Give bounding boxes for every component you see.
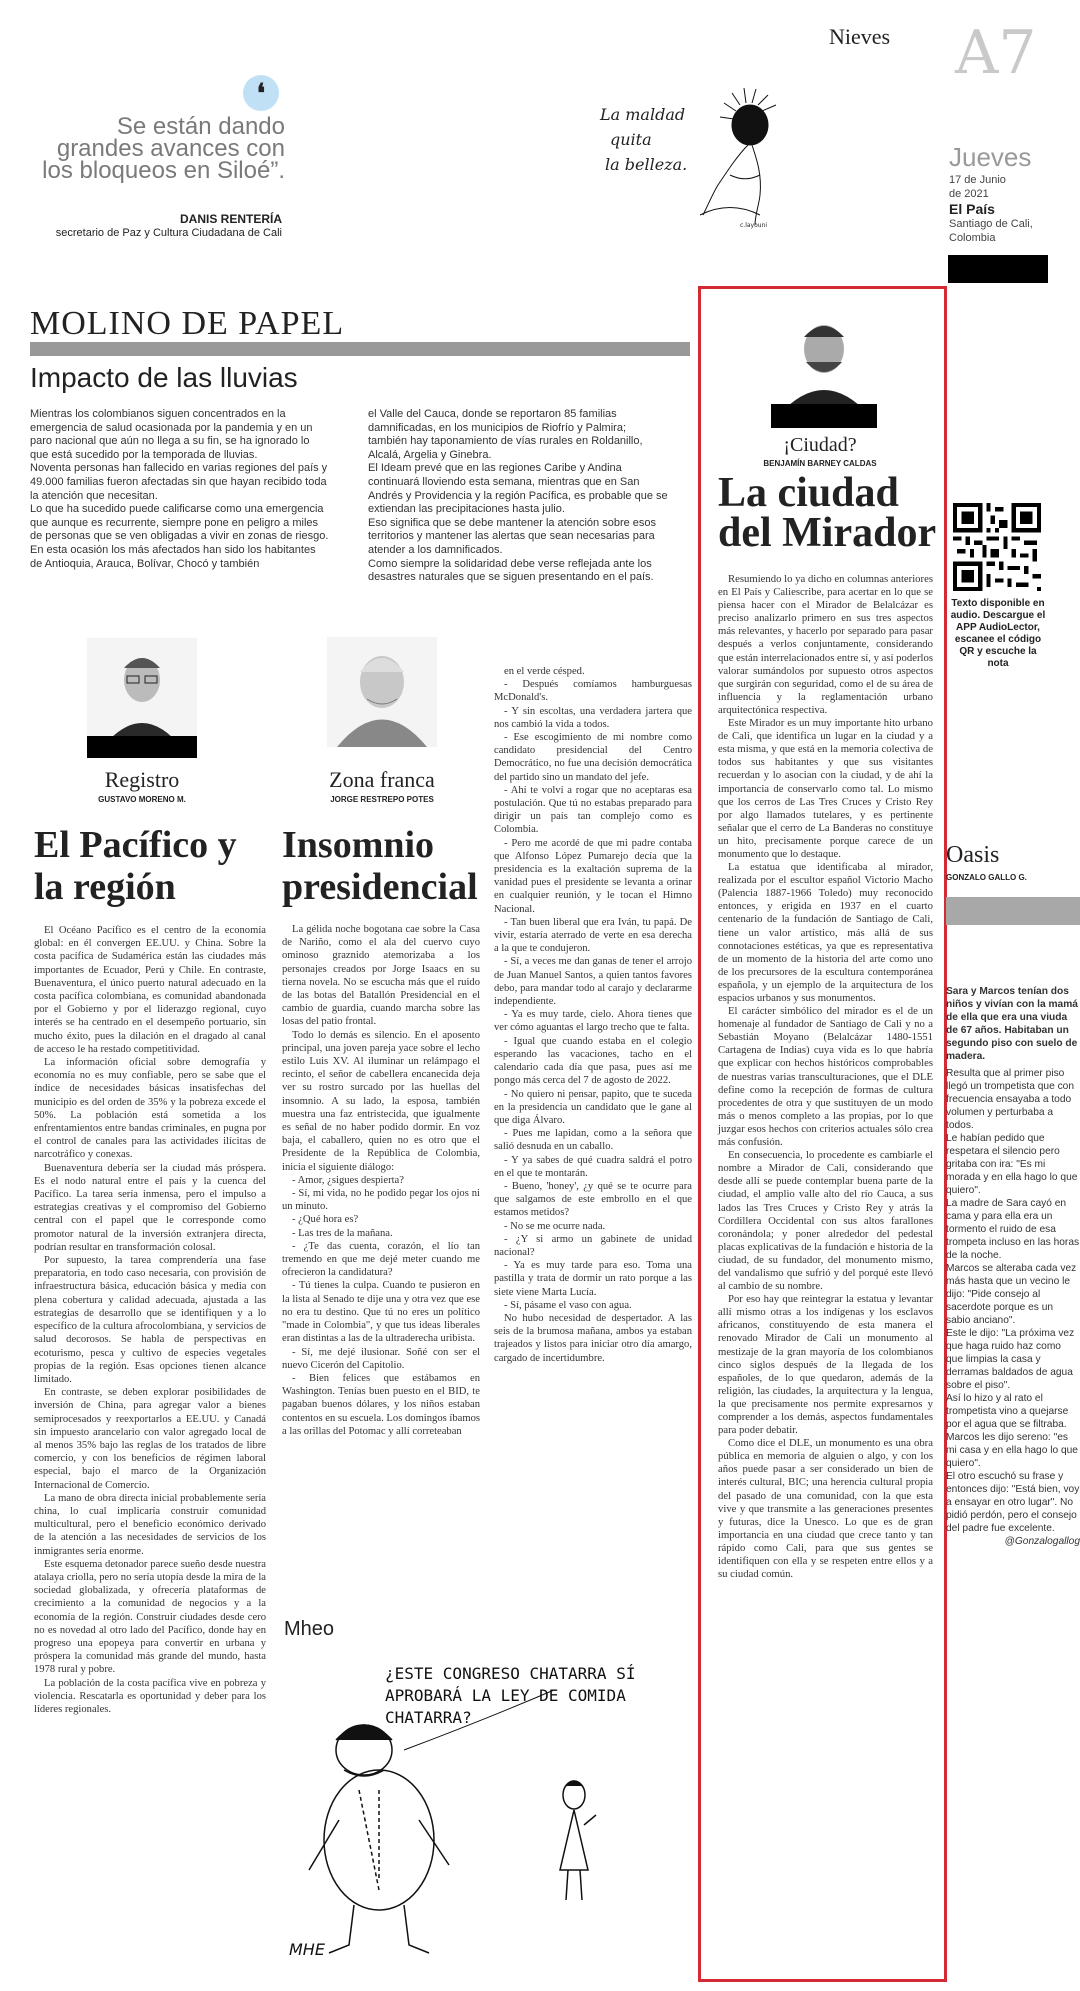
column-name-registro: Registro (104, 767, 180, 792)
paragraph: Por supuesto, la tarea comprendería una fase preparatoria, en todo caso necesaria, con provisión de infraestructura básica, educación básica y media con plena cobertura y calidad adecuada, ajustada a las estrategias de desarrollo que se identifiquen y a lo específico de la cultura afrocolombiana, y servicios de salud decorosos. Se habla de perspectivas en ecoturismo, pesca y cultivo de especies vegetales propias de la región. Esas opciones tienen alcance limitado. (34, 1255, 266, 1385)
paragraph: Este le dijo: "La próxima vez que haga ruido haz como que limpias la casa y derramas baldados de agua sobre el piso". (946, 1328, 1075, 1391)
paragraph: El Océano Pacífico es el centro de la economía global: en él convergen EE.UU. y China. Sobre la costa pacífica de Sudamérica están las ciudades más importantes de Ecuador, Perú y Chile. En contraste, Buenaventura, el único puerto natural adecuado en la costa pacífica colombiana, es comunidad abandonada por el Gobierno y por el liderazgo regional, cuyo interés se ha centrado en el desempeño portuario, sin mucho éxito, pues la dilación en el dragado al canal de acceso le ha restado competitividad. (34, 925, 266, 1055)
date: 17 de Junio (949, 174, 1006, 186)
paragraph: - Sí, mi vida, no he podido pegar los ojos ni un minuto. (282, 1188, 480, 1213)
author-zona: JORGE RESTREPO POTES (330, 795, 434, 804)
paragraph: El carácter simbólico del mirador es el de un homenaje al fundador de Santiago de Cali y no a Sebastián Moyano (Belalcázar 1480-1551 Cartagena de Indias) cuya vida es lo que habría que explicar con hechos históricos comprobables de nuestras varias transculturaciones, que el DLE define como la recepción de formas de cultura procedentes de otra y que sustituyen de un modo más o menos completo a las propias, por lo que juzgar esos hechos con criterios actuales sólo crea más confusión. (718, 1005, 933, 1149)
black-bar (948, 255, 1048, 283)
paragraph: - ¿Y si armo un gabinete de unidad nacional? (494, 1233, 692, 1258)
author-photo-gustavo (87, 638, 197, 748)
paragraph: Como dice el DLE, un monumento es una obra pública en memoria de alguien o algo, y con los años puede pasar a ser considerado un bien de interés cultural, BIC; una herencia cultural propia del pasado de una comunidad, con la que esta vive y que transmite a las generaciones presentes y futuras, dice la Unesco. Lo que es de gran importancia en una ciudad que crece tanto y tan rápido como Cali, para que sus gentes se identifiquen con ella y se respeten entre ellos y a su ciudad común. (718, 1437, 933, 1581)
article-registro (34, 924, 266, 1716)
molino-paragraph: Noventa personas han fallecido en varias regiones del país y 49.000 familias fueron afectadas sin que hayan recibido toda la atención que necesitan. (30, 462, 328, 502)
paragraph: En contraste, se deben explorar posibilidades de inversión de China, para agregar valor a bienes semiprocesados y reexportarlos a EE.UU. y Canadá sin impuesto arancelario con valor agregado local de al menos 35% bajo las reglas de los tratados de libre comercio, y con los beneficios de régimen laboral especial, bajo el marco de la Organización Internacional de Comercio. (34, 1387, 266, 1491)
paragraph: Resulta que al primer piso llegó un trompetista que con frecuencia ensayaba a todo volumen y perturbaba a todos. (946, 1068, 1074, 1131)
cartoon-caption-2: quita (610, 130, 652, 149)
page-number: A7 (955, 18, 1037, 88)
cartoon-caption-1: La maldad (600, 105, 686, 124)
paragraph: en el verde césped. (504, 666, 585, 677)
paragraph: Por eso hay que reintegrar la estatua y levantar allí mismo otras a los indígenas y los esclavos africanos, constituyendo de esta manera el renovado Mirador de Cali un monumento al mestizaje de la gran mayoría de los colombianos cinco siglos después de la llegada de los españoles, de lo que quedaron, además de la religión, las ciudades, la arquitectura y la lengua, la que precisamente nos permite expresarnos y comprender a los demás, aspectos fundamentales para poder debatir. (718, 1293, 933, 1437)
oasis-lead: Sara y Marcos tenían dos niños y vivían con la mamá de ella que era una viuda de 67 años. Habitaban un segundo piso con suelo de madera. (946, 986, 1078, 1062)
paragraph: - Ese escogimiento de mi nombre como candidato presidencial del Centro Democrático, no fue una decisión democrática del partido sino un mandato del jefe. (494, 732, 692, 783)
molino-rule (30, 342, 690, 356)
person-photo-icon (327, 637, 437, 747)
author-photo-jorge (327, 637, 437, 747)
oasis-rule (946, 897, 1080, 925)
photo-caption-bar (771, 404, 877, 428)
paragraph: Marcos se alteraba cada vez más hasta que un vecino le dijo: "Pide consejo al sacerdote porque es un sabio anciano". (946, 1263, 1077, 1326)
paragraph: - No quiero ni pensar, papito, que te suceda en la presidencia un candidato que le gane al que diga Álvaro. (494, 1088, 692, 1126)
paragraph: - No se me ocurre nada. (504, 1220, 606, 1232)
cartoon-signature: c.layouni (740, 222, 768, 229)
paragraph: Este Mirador es un muy importante hito urbano de Cali, que identifica un lugar en la ciudad y a esta misma, y que está en la memoria colectiva de todos sus habitantes y que sus visitantes recuerdan y lo asocian con la ciudad, y de ahí la importancia de conservarlo como tal. Lo mismo que los cerros de Las Tres Cruces y Cristo Rey por algo llamados tutelares, y es pertinente señalar que el cerro de La Banderas no constituye un hito, precisamente porque carece de un monumento que lo destaque. (718, 717, 933, 860)
mheo-title: Mheo (284, 1618, 335, 1640)
oasis-signature: @Gonzalogallog (1004, 1536, 1080, 1547)
quote-text: Se están dando grandes avances con los bloqueos en Siloé”. (42, 113, 285, 184)
paragraph: - Pero me acordé de que mi padre contaba que Alfonso López Pumarejo decía que la presidencia es la exaltación suprema de la vanidad pues el presidente se levanta a orinar en cualquier reunión, y le tocan el Himno Nacional. (494, 837, 692, 915)
author-ciudad: BENJAMÍN BARNEY CALDAS (763, 459, 877, 468)
paragraph: No hubo necesidad de despertador. A las seis de la brumosa mañana, ambos ya estaban trajeados y listos para iniciar otro día amargo, cargado de incertidumbre. (494, 1312, 692, 1364)
paragraph: El otro escuchó su frase y entonces dijo: "Está bien, voy a ensayar en otro lugar". No pidió perdón, pero el consejo del padre fue excelente. (946, 1471, 1080, 1534)
publication: El País (949, 201, 995, 217)
qr-code-icon (953, 503, 1041, 591)
molino-col-1 (30, 408, 330, 571)
paragraph: En consecuencia, lo procedente es cambiarle el nombre a Mirador de Cali, considerando que desde allí se puede contemplar buena parte de la ciudad, el amplio valle alto del río Cauca, a sus lados las Tres Cruces y Cristo Rey y atrás la Cordillera Occidental con sus altos farallones coronándola; y poner alrededor del pedestal placas explicativas de la fundación e historia de la ciudad, de su fundador, del monumento mismo, del vandalismo que sufrió y del porqué este llevó al cambio de su nombre. (718, 1149, 933, 1293)
paragraph: Así lo hizo y al rato el trompetista vino a quejarse por el agua que se filtraba. Marcos les dijo sereno: "es mi casa y en ella hago lo que quiero". (946, 1393, 1078, 1469)
paragraph: - ¿Qué hora es? (292, 1214, 359, 1226)
column-name-zona: Zona franca (329, 767, 435, 792)
molino-paragraph: Mientras los colombianos siguen concentrados en la emergencia de salud ocasionada por la pandemia y en un paro nacional que aún no llega a su fin, se ha ignorado lo que está sucedido por la temporada de lluvias. (30, 408, 313, 461)
mheo-speech-bubble: ¿ESTE CONGRESO CHATARRA SÍ APROBARÁ LA LEY DE COMIDA CHATARRA? (385, 1664, 636, 1727)
paragraph: La población de la costa pacífica vive en pobreza y violencia. Rescatarla es oportunidad y deber para los líderes regionales. (34, 1677, 266, 1715)
author-photo-benjamin (771, 307, 877, 415)
paragraph: La gélida noche bogotana cae sobre la Casa de Nariño, como el ala del cuervo cuyo ominoso graznido atemorizaba a los personajes creados por Jorge Isaacs en su tierna novela. No se escucha más que el ruido de las botas del Batallón Presidencial en el cambio de guardia, cuando marcha sobre las losas del patio frontal. (282, 924, 480, 1028)
paragraph: - Tú tienes la culpa. Cuando te pusieron en la lista al Senado te dije una y otra vez que ese no era tu destino. Que tú no eres un político "made in Colombia", y que tus ideas liberales eran distintas a las de la ultraderecha uribista. (282, 1280, 480, 1345)
paragraph: - Igual que cuando estaba en el colegio esperando las vacaciones, tacho en el calendario cada día que pasa, pues así me pongo más cerca del 7 de agosto de 2022. (494, 1035, 692, 1087)
quote-role: secretario de Paz y Cultura Ciudadana de Cali (55, 227, 282, 239)
qr-instructions: Texto disponible en audio. Descargue el APP AudioLector, escanee el código QR y escuche la nota (950, 598, 1046, 669)
molino-paragraph: el Valle del Cauca, donde se reportaron 85 familias damnificadas, en los municipios de Riofrío y Palmira; también hay taponamiento de vías rurales en Roldanillo, Alcalá, Argelia y Ginebra. (368, 408, 643, 461)
article-oasis (946, 985, 1080, 1548)
country: Colombia (949, 232, 996, 244)
column-name-oasis: Oasis (946, 842, 1000, 868)
paragraph: Le habían pedido que respetara el silencio pero gritaba con ira: "Es mi morada y en ella hago lo que quiero". (946, 1133, 1078, 1196)
headline-zona: Insomnio presidencial (282, 824, 478, 908)
paragraph: Todo lo demás es silencio. En el aposento principal, una joven pareja yace sobre el lecho estilo Luis XV. Al iluminar un relámpago el recinto, el señor de cabellera encanecida deja ver su rostro surcado por las huellas del insomnio. A su lado, la esposa, también muestra una faz entristecida, que igualmente es señal de no haber podido dormir. En voz baja, el caballero, quien no es otro que el Presidente de la República de Colombia, inicia el siguiente diálogo: (282, 1029, 480, 1173)
paragraph: - Ya es muy tarde, cielo. Ahora tienes que ver cómo aguantas el largo trecho que te falta. (494, 1009, 692, 1034)
paragraph: La madre de Sara cayó en cama y para ella era un tormento el ruido de esa trompeta incluso en las horas de la noche. (946, 1198, 1080, 1261)
molino-title: MOLINO DE PAPEL (30, 305, 345, 342)
molino-subtitle: Impacto de las lluvias (30, 362, 298, 393)
cartoon-illustration (590, 85, 800, 235)
paragraph: - Ahí te volví a rogar que no aceptaras esa postulación. Que tú no estabas preparado para dirigir un país tan complejo como es Colombia. (494, 784, 692, 836)
headline-ciudad: La ciudad del Mirador (718, 470, 937, 556)
author-registro: GUSTAVO MORENO M. (98, 795, 186, 804)
article-zona-col2 (494, 665, 692, 1365)
column-name-ciudad: ¡Ciudad? (783, 434, 857, 456)
qr-code[interactable] (953, 503, 1041, 591)
paragraph: Buenaventura debería ser la ciudad más próspera. Es el nodo natural entre el país y la cuenca del Pacífico. La tarea sería inmensa, pero el impulso a estrategias creativas y el compromiso del Gobierno central con el papel que le corresponde como promotor natural de la inversión extranjera directa, podrían resultar en transformación colosal. (34, 1162, 266, 1253)
photo-caption-bar (87, 736, 197, 758)
top-cartoon (590, 85, 800, 235)
section-name: Nieves (829, 24, 891, 49)
paragraph: - Después comíamos hamburguesas McDonald's. (494, 679, 692, 704)
quote-icon: ❛ (243, 75, 279, 111)
author-oasis: GONZALO GALLO G. (946, 873, 1027, 882)
molino-paragraph: Lo que ha sucedido puede calificarse como una emergencia que aunque es recurrente, siempre pone en peligro a miles de personas que se ven obligadas a vivir en zonas de riesgo. (30, 503, 329, 543)
paragraph: - Sí, me dejé ilusionar. Soñé con ser el nuevo Cicerón del Capitolio. (282, 1346, 480, 1371)
person-photo-icon (87, 638, 197, 748)
molino-paragraph: Como siempre la solidaridad debe verse reflejada ante los desastres naturales que se siguen presentando en el país. (368, 557, 654, 584)
year: de 2021 (949, 188, 989, 200)
molino-paragraph: El Ideam prevé que en las regiones Caribe y Andina continuará lloviendo esta semana, mientras que en San Andrés y Providencia y la región Pacífica, es probable que se extiendan las precipitaciones hasta julio. (368, 462, 668, 516)
paragraph: - ¿Te das cuenta, corazón, el lío tan tremendo en que me dejé meter cuando me ofrecieron la candidatura? (282, 1240, 480, 1279)
date-block (949, 142, 1069, 245)
quote-author: DANIS RENTERÍA (179, 212, 282, 226)
paragraph: Este esquema detonador parece sueño desde nuestra atalaya criolla, pero no sería utopía desde la mira de la sociedad globalizada, y ofrecería plataformas de crecimiento a la comunidad de negocios y a la economía de la región. Construir ciudades desde cero no es novedad al otro lado del Pacífico, donde hay en progreso una epopeya para convertir en urbana y próspera la comunidad más grande del mundo, hasta 1978 rural y pobre. (34, 1558, 266, 1676)
date-day: Jueves (949, 142, 1032, 172)
paragraph: Resumiendo lo ya dicho en columnas anteriores en El País y Caliescribe, para acertar en lo que se piensa hacer con el Mirador de Belalcázar es preciso analizarlo primero en sus tres aspectos más relevantes, y hacerlo por separado para pasar después a verlos conjuntamente, considerando que están interrelacionados entre sí, y así poderlos valorar sumándolos por supuesto otros aspectos que surgirán con seguridad, como el de su área de influencia y la reglamentación urbano arquitectónica respectiva. (718, 573, 933, 716)
molino-paragraph: En esta ocasión los más afectados han sido los habitantes de Antioquia, Arauca, Bolívar, Chocó y también (30, 543, 316, 570)
person-photo-icon (771, 307, 877, 415)
mheo-signature: MHE (289, 1940, 325, 1959)
paragraph: La estatua que identificaba al mirador, realizada por el escultor español Victorio Macho (Palencia 1887-1966 Toledo) muy reconocido entonces, y erigida en 1937 en el cuarto centenario de la fundación de Santiago de Cali, tiene un valor artístico, más allá de sus connotaciones estéticas, ya que es representativa de un momento de la historia del arte como uno de los precursores de la escultura contemporánea española, y un ejemplo de la arquitectura de los espacios urbanos y sus monumentos. (718, 861, 933, 1004)
paragraph: La mano de obra directa inicial probablemente sería china, lo cual implicaría construir comunidad multicultural, pero el beneficio económico derivado de la atención a las necesidades de servicios de los inmigrantes sería enorme. (34, 1492, 266, 1557)
paragraph: - Amor, ¿sigues despierta? (292, 1174, 404, 1186)
paragraph: - Tan buen liberal que era Iván, tu papá. De vivir, estaría aterrado de verte en esa derecha a la que te condujeron. (494, 916, 692, 955)
headline-registro: El Pacífico y la región (34, 824, 237, 908)
paragraph: - Sí, pásame el vaso con agua. (504, 1299, 632, 1311)
paragraph: - Y ya sabes de qué cuadra saldrá el potro en el que te montarán. (494, 1154, 692, 1179)
paragraph: La información oficial sobre demografía y economía no es muy confiable, pero se sabe que el índice de necesidades básicas insatisfechas del municipio es del orden de 35% y la pobreza excede el 50%. La población está sometida a los enfrentamientos entre bandas criminales, en pugna por el control de canales para las actividades ilícitas de narcotráfico y conexas. (34, 1057, 266, 1161)
article-zona-col1 (282, 923, 480, 1438)
city: Santiago de Cali, (949, 218, 1033, 230)
cartoon-caption-3: la belleza. (605, 155, 688, 174)
molino-col-2 (368, 408, 668, 585)
molino-paragraph: Eso significa que se debe mantener la atención sobre esos territorios y mantener las alertas que sean necesarias para atender a los damnificados. (368, 516, 657, 556)
paragraph: - Pues me lapidan, como a la señora que salió desnuda en un caballo. (494, 1128, 692, 1153)
paragraph: - Bien felices que estábamos en Washington. Tenías buen puesto en el BID, te pagaban buenos dólares, y los niños estaban contentos en su escuela. Los domingos íbamos a las orillas del Potomac y allí correteaban (282, 1372, 481, 1437)
paragraph: - Y sin escoltas, una verdadera jartera que nos cambió la vida a todos. (494, 705, 692, 730)
paragraph: - Las tres de la mañana. (292, 1227, 393, 1239)
article-ciudad (718, 573, 933, 1581)
paragraph: - Bueno, 'honey', ¿y qué se te ocurre para que salgamos de este embrollo en el que estamos metidos? (494, 1180, 692, 1219)
paragraph: - Ya es muy tarde para eso. Toma una pastilla y trata de dormir un rato porque a las siete viene Marta Lucía. (494, 1260, 692, 1298)
paragraph: - Sí, a veces me dan ganas de tener el arrojo de Juan Manuel Santos, a quien tantos favores debo, para mandar todo al carajo y declararme independiente. (494, 956, 692, 1008)
